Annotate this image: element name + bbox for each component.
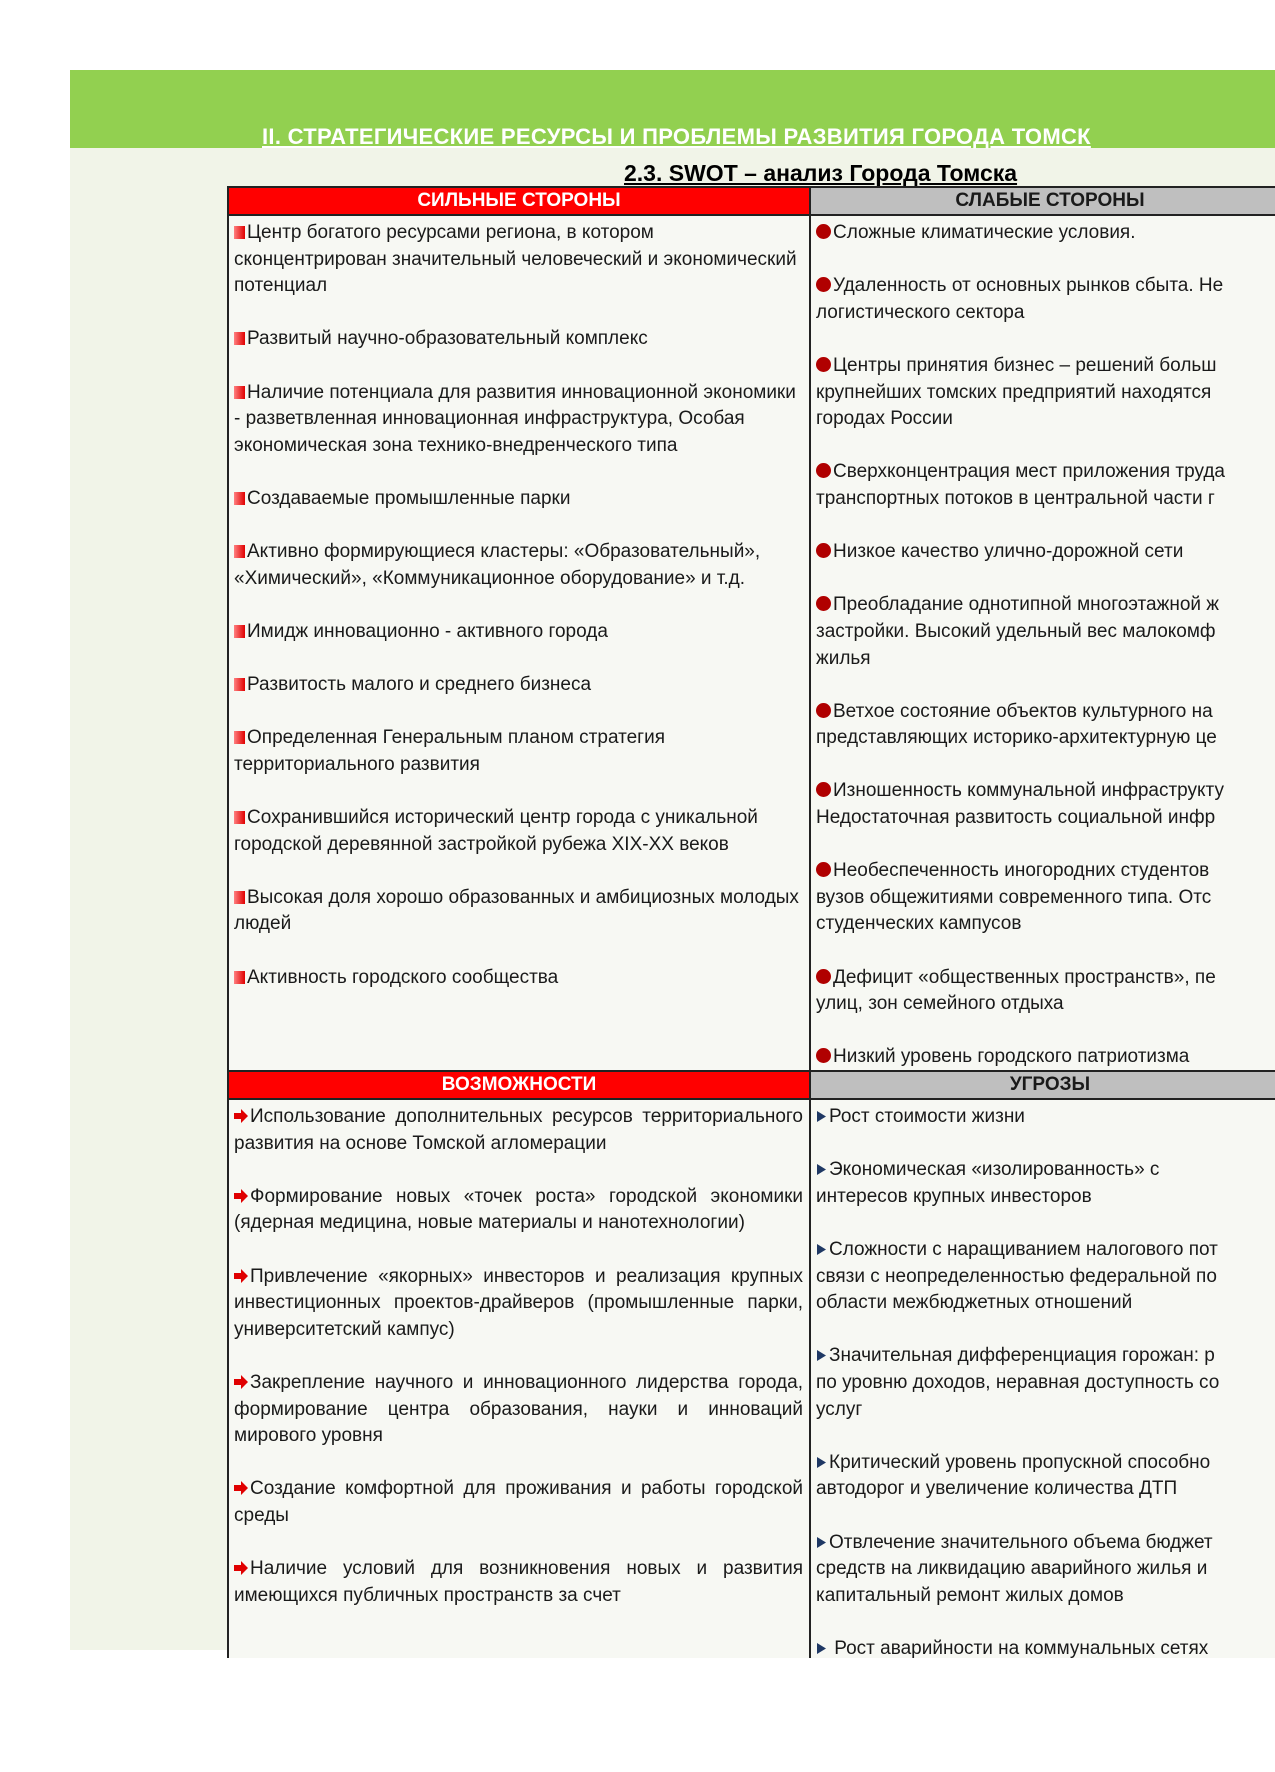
threat-item (816, 1450, 1275, 1503)
opportunity-item (234, 1264, 803, 1344)
threat-item-text: Значительная дифференциация горожан: р (829, 1345, 1215, 1367)
blue-triangle-bullet-icon (816, 1110, 827, 1123)
red-circle-bullet-icon (816, 782, 831, 797)
red-circle-bullet-icon (816, 1048, 831, 1063)
threat-item-text: Экономическая «изолированность» с (829, 1159, 1160, 1181)
threat-item-text: Рост аварийности на коммунальных сетях (829, 1637, 1209, 1659)
weakness-item (816, 539, 1275, 566)
strengths-list (229, 216, 809, 991)
weakness-item-text: Изношенность коммунальной инфраструкту (833, 780, 1224, 802)
weakness-item-text: Центры принятия бизнес – решений больш (833, 354, 1217, 376)
left-column (229, 188, 811, 1658)
red-arrow-bullet-icon (234, 1561, 248, 1575)
opportunities-list (229, 1100, 809, 1609)
strength-item (234, 380, 803, 460)
strength-item (234, 619, 803, 646)
red-square-bullet-icon (234, 386, 245, 399)
strength-item (234, 672, 803, 699)
section-heading: II. СТРАТЕГИЧЕСКИЕ РЕСУРСЫ И ПРОБЛЕМЫ РАЗВИТИЯ ГОРОДА ТОМСК (262, 124, 1091, 149)
weakness-item (816, 778, 1275, 831)
strength-item (234, 725, 803, 778)
strength-item (234, 805, 803, 858)
weakness-item-text: логистического сектора (816, 301, 1025, 323)
threats-header: УГРОЗЫ (811, 1072, 1275, 1100)
blue-triangle-bullet-icon (816, 1163, 827, 1176)
threat-item (816, 1104, 1275, 1131)
weakness-item-text: представляющих историко-архитектурную це (816, 727, 1217, 749)
red-square-bullet-icon (234, 332, 245, 345)
red-square-bullet-icon (234, 492, 245, 505)
weakness-item-text: Низкое качество улично-дорожной сети (833, 541, 1184, 563)
strengths-quadrant (229, 188, 809, 1072)
weaknesses-list (811, 216, 1275, 1071)
weakness-item (816, 592, 1275, 672)
weakness-item-text: Удаленность от основных рынков сбыта. Не (833, 275, 1224, 297)
red-arrow-bullet-icon (234, 1269, 248, 1283)
document-title: 2.3. SWOT – анализ Города Томска (624, 160, 1018, 186)
red-square-bullet-icon (234, 971, 245, 984)
opportunity-item-text: Наличие условий для возникновения новых и развития имеющихся публичных пространств за счет (234, 1558, 803, 1606)
threat-item-text: интересов крупных инвесторов (816, 1185, 1092, 1207)
threat-item-text: области межбюджетных отношений (816, 1292, 1133, 1314)
strength-item-text: Наличие потенциала для развития инновационной экономики - разветвленная инновационная инфраструктура, Особая экономическая зона технико-внедренческого типа (234, 381, 796, 456)
threat-item (816, 1237, 1275, 1317)
threat-item-text: автодорог и увеличение количества ДТП (816, 1478, 1178, 1500)
red-circle-bullet-icon (816, 703, 831, 718)
threat-item-text: по уровню доходов, неравная доступность со (816, 1371, 1220, 1393)
weakness-item-text: жилья (816, 647, 871, 669)
red-square-bullet-icon (234, 731, 245, 744)
weakness-item (816, 965, 1275, 1018)
weakness-item-text: вузов общежитиями современного типа. Отс (816, 886, 1212, 908)
weakness-item (816, 353, 1275, 433)
strength-item-text: Сохранившийся исторический центр города с уникальной городской деревянной застройкой рубежа XIX-XX веков (234, 807, 758, 855)
red-arrow-bullet-icon (234, 1189, 248, 1203)
opportunity-item (234, 1370, 803, 1450)
opportunity-item (234, 1184, 803, 1237)
opportunity-item-text: Формирование новых «точек роста» городской экономики (ядерная медицина, новые материалы и нанотехнологии) (234, 1185, 803, 1234)
strength-item-text: Центр богатого ресурсами региона, в котором сконцентрирован значительный человеческий и экономический потенциал (234, 222, 797, 297)
weakness-item-text: Ветхое состояние объектов культурного на (833, 700, 1213, 722)
swot-table (227, 186, 1275, 1658)
strength-item (234, 965, 803, 992)
opportunities-quadrant (229, 1072, 809, 1772)
weakness-item-text: транспортных потоков в центральной части г (816, 487, 1215, 509)
red-circle-bullet-icon (816, 596, 831, 611)
threat-item-text: Критический уровень пропускной способно (829, 1451, 1211, 1473)
strength-item-text: Активность городского сообщества (247, 966, 559, 988)
weakness-item-text: Преобладание однотипной многоэтажной ж (833, 594, 1219, 616)
strength-item (234, 220, 803, 300)
blue-triangle-bullet-icon (816, 1456, 827, 1469)
weakness-item (816, 858, 1275, 938)
threat-item-text: капитальный ремонт жилых домов (816, 1584, 1124, 1606)
red-arrow-bullet-icon (234, 1481, 248, 1495)
red-circle-bullet-icon (816, 277, 831, 292)
strength-item (234, 539, 803, 592)
opportunity-item (234, 1104, 803, 1157)
strength-item-text: Развитость малого и среднего бизнеса (247, 674, 592, 696)
weakness-item (816, 1044, 1275, 1071)
opportunity-item-text: Создание комфортной для проживания и работы городской среды (234, 1478, 803, 1526)
red-arrow-bullet-icon (234, 1109, 248, 1123)
red-square-bullet-icon (234, 545, 245, 558)
weakness-item (816, 699, 1275, 752)
red-square-bullet-icon (234, 226, 245, 239)
threats-quadrant (811, 1072, 1275, 1772)
threat-item-text: средств на ликвидацию аварийного жилья и (816, 1558, 1208, 1580)
red-circle-bullet-icon (816, 543, 831, 558)
weakness-item (816, 459, 1275, 512)
weakness-item-text: Сложные климатические условия. (833, 222, 1136, 243)
threat-item-text: Рост стоимости жизни (829, 1106, 1025, 1127)
threat-item-text: услуг (816, 1398, 863, 1420)
red-square-bullet-icon (234, 891, 245, 904)
threat-item (816, 1636, 1275, 1663)
threat-item (816, 1343, 1275, 1423)
threat-item-text: связи с неопределенностью федеральной по (816, 1265, 1217, 1287)
opportunity-item-text: Привлечение «якорных» инвесторов и реализация крупных инвестиционных проектов-драйверов (промышленные парки, университетский кампус) (234, 1265, 803, 1340)
blue-triangle-bullet-icon (816, 1243, 827, 1256)
threat-item-text: Сложности с наращиванием налогового пот (829, 1238, 1218, 1260)
blue-triangle-bullet-icon (816, 1349, 827, 1362)
weakness-item-text: Дефицит «общественных пространств», пе (833, 966, 1216, 988)
weakness-item (816, 273, 1275, 326)
weakness-item-text: Низкий уровень городского патриотизма (833, 1046, 1190, 1068)
red-square-bullet-icon (234, 678, 245, 691)
strengths-header: СИЛЬНЫЕ СТОРОНЫ (229, 188, 809, 216)
red-arrow-bullet-icon (234, 1375, 248, 1389)
right-column (811, 188, 1275, 1658)
weakness-item-text: Недостаточная развитость социальной инфр (816, 807, 1216, 829)
blue-triangle-bullet-icon (816, 1536, 827, 1549)
weakness-item-text: студенческих кампусов (816, 913, 1022, 935)
red-circle-bullet-icon (816, 463, 831, 478)
strength-item-text: Создаваемые промышленные парки (247, 487, 571, 509)
strength-item (234, 486, 803, 513)
strength-item-text: Развитый научно-образовательный комплекс (247, 328, 648, 350)
weakness-item-text: застройки. Высокий удельный вес малокомф (816, 620, 1216, 642)
strength-item-text: Активно формирующиеся кластеры: «Образовательный», «Химический», «Коммуникационное оборудование» и т.д. (234, 541, 761, 589)
threat-item-text: Отвлечение значительного объема бюджет (829, 1531, 1213, 1553)
threats-list (811, 1100, 1275, 1662)
opportunities-header: ВОЗМОЖНОСТИ (229, 1072, 809, 1100)
weaknesses-header: СЛАБЫЕ СТОРОНЫ (811, 188, 1275, 216)
weakness-item-text: Необеспеченность иногородних студентов (833, 860, 1210, 882)
red-square-bullet-icon (234, 811, 245, 824)
blue-triangle-bullet-icon (816, 1642, 827, 1655)
red-circle-bullet-icon (816, 969, 831, 984)
strength-item (234, 885, 803, 938)
weakness-item-text: улиц, зон семейного отдыха (816, 993, 1064, 1015)
weakness-item-text: крупнейших томских предприятий находятся (816, 381, 1212, 403)
threat-item (816, 1157, 1275, 1210)
strength-item-text: Имидж инновационно - активного города (247, 620, 608, 642)
opportunity-item (234, 1476, 803, 1529)
strength-item-text: Высокая доля хорошо образованных и амбициозных молодых людей (234, 886, 799, 935)
threat-item (816, 1530, 1275, 1610)
opportunity-item (234, 1556, 803, 1609)
opportunity-item-text: Использование дополнительных ресурсов территориального развития на основе Томской агломерации (234, 1106, 803, 1154)
opportunity-item-text: Закрепление научного и инновационного лидерства города, формирование центра образования, науки и инноваций мирового уровня (234, 1371, 803, 1447)
strength-item-text: Определенная Генеральным планом стратегия территориального развития (234, 727, 665, 775)
weakness-item-text: Сверхконцентрация мест приложения труда (833, 461, 1225, 483)
weaknesses-quadrant (811, 188, 1275, 1072)
red-circle-bullet-icon (816, 224, 831, 239)
red-circle-bullet-icon (816, 357, 831, 372)
red-square-bullet-icon (234, 625, 245, 638)
weakness-item-text: городах России (816, 408, 953, 430)
strength-item (234, 326, 803, 353)
red-circle-bullet-icon (816, 862, 831, 877)
weakness-item (816, 220, 1275, 247)
